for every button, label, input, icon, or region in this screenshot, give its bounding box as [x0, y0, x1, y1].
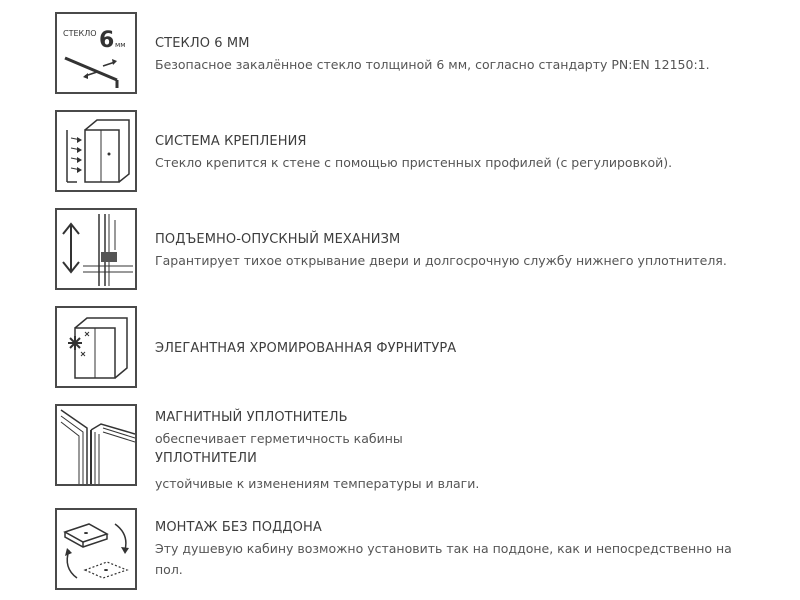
- feature-title: СИСТЕМА КРЕПЛЕНИЯ: [155, 134, 307, 149]
- no-tray-install-icon: [55, 508, 137, 590]
- magnetic-seal-icon: [55, 404, 137, 486]
- chrome-fittings-icon: [55, 306, 137, 388]
- feature-title: ЭЛЕГАНТНАЯ ХРОМИРОВАННАЯ ФУРНИТУРА: [155, 341, 457, 356]
- feature-title: МОНТАЖ БЕЗ ПОДДОНА: [155, 520, 322, 535]
- feature-description: обеспечивает герметичность кабины: [155, 431, 403, 446]
- wall-mount-icon: [55, 110, 137, 192]
- icon-glass-number: 6: [99, 28, 115, 53]
- feature-title: МАГНИТНЫЙ УПЛОТНИТЕЛЬ: [155, 410, 348, 425]
- lift-mechanism-icon: [55, 208, 137, 290]
- feature-description: Гарантирует тихое открывание двери и долгосрочную службу нижнего уплотнителя.: [155, 253, 727, 268]
- feature-title-secondary: УПЛОТНИТЕЛИ: [155, 451, 257, 466]
- feature-description: Стекло крепится к стене с помощью пристенных профилей (с регулировкой).: [155, 155, 673, 170]
- feature-title: ПОДЪЕМНО-ОПУСКНЫЙ МЕХАНИЗМ: [155, 232, 401, 247]
- feature-title: СТЕКЛО 6 ММ: [155, 36, 250, 51]
- feature-description: Безопасное закалённое стекло толщиной 6 мм, согласно стандарту PN:EN 12150:1.: [155, 57, 710, 72]
- glass-thickness-icon: [55, 12, 137, 94]
- icon-glass-unit: мм: [115, 41, 126, 49]
- feature-description: Эту душевую кабину возможно установить так на поддоне, как и непосредственно на: [155, 541, 732, 556]
- feature-description-secondary: устойчивые к изменениям температуры и влаги.: [155, 476, 480, 491]
- icon-glass-label: СТЕКЛО: [63, 29, 97, 38]
- feature-description-cont: пол.: [155, 562, 183, 577]
